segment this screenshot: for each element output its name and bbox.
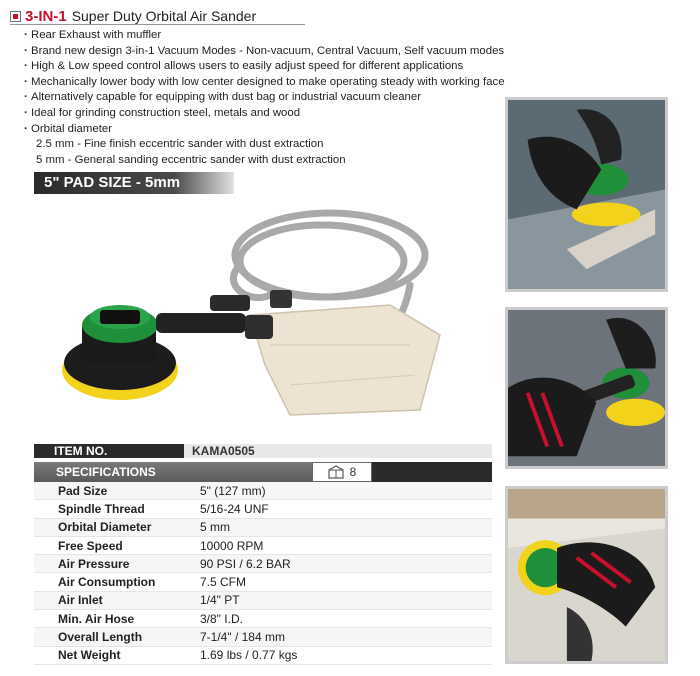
pack-quantity-value: 8 (349, 465, 357, 479)
spec-value: 1/4" PT (200, 593, 240, 608)
list-item: · Rear Exhaust with muffler (24, 28, 624, 44)
product-image (60, 195, 500, 435)
usage-photo-1 (505, 97, 668, 292)
spec-key: Orbital Diameter (58, 520, 152, 535)
page-title: Super Duty Orbital Air Sander (71, 8, 257, 24)
item-number-value: KAMA0505 (184, 444, 492, 458)
table-row (34, 592, 492, 610)
spec-key: Air Inlet (58, 593, 103, 608)
spec-header-label: SPECIFICATIONS (56, 465, 156, 479)
dust-bag (250, 305, 440, 415)
spec-value: 10000 RPM (200, 538, 264, 553)
spec-key: Spindle Thread (58, 501, 145, 516)
spec-value: 5/16-24 UNF (200, 501, 269, 516)
bullet-square-icon (10, 11, 21, 22)
title-highlight: 3-IN-1 (25, 7, 67, 25)
spec-key: Air Consumption (58, 575, 156, 590)
table-row (34, 628, 492, 646)
table-row (34, 500, 492, 518)
spec-key: Air Pressure (58, 556, 130, 571)
spec-table (34, 444, 492, 665)
table-row (34, 647, 492, 665)
spec-key: Net Weight (58, 648, 121, 663)
list-item: · High & Low speed control allows users to easily adjust speed for different applications (24, 59, 624, 75)
list-item: · Alternatively capable for equipping with dust bag or industrial vacuum cleaner (24, 90, 624, 106)
spec-value: 3/8" I.D. (200, 611, 243, 626)
spec-key: Min. Air Hose (58, 611, 135, 626)
table-row (34, 610, 492, 628)
list-item: · Orbital diameter (24, 122, 624, 138)
spec-value: 7-1/4" / 184 mm (200, 630, 285, 645)
item-number-row (34, 444, 492, 458)
spec-key: Overall Length (58, 630, 143, 645)
pad-size-banner: 5" PAD SIZE - 5mm (34, 172, 234, 194)
usage-photo-2 (505, 307, 668, 469)
table-row (34, 555, 492, 573)
table-row (34, 573, 492, 591)
spec-value: 90 PSI / 6.2 BAR (200, 556, 291, 571)
list-item: · Brand new design 3-in-1 Vacuum Modes - Non-vacuum, Central Vacuum, Self vacuum modes (24, 44, 624, 60)
header (10, 6, 256, 26)
list-item: · Ideal for grinding construction steel, metals and wood (24, 106, 624, 122)
orbital-options (36, 137, 346, 168)
pack-quantity (312, 462, 372, 482)
box-icon (328, 465, 344, 479)
item-number-label: ITEM NO. (34, 444, 184, 458)
spec-key: Free Speed (58, 538, 123, 553)
header-divider (10, 24, 305, 25)
spec-key: Pad Size (58, 483, 108, 498)
table-row (34, 482, 492, 500)
table-row (34, 537, 492, 555)
orbital-option: 5 mm - General sanding eccentric sander with dust extraction (36, 153, 346, 166)
spec-rows (34, 482, 492, 665)
table-row (34, 519, 492, 537)
spec-header (34, 462, 492, 482)
spec-value: 5 mm (200, 520, 230, 535)
usage-photo-3 (505, 486, 668, 664)
spec-header-fill (372, 462, 492, 482)
orbital-option: 2.5 mm - Fine finish eccentric sander with dust extraction (36, 138, 324, 150)
spec-value: 7.5 CFM (200, 575, 247, 590)
spec-value: 5" (127 mm) (200, 483, 266, 498)
spec-value: 1.69 lbs / 0.77 kgs (200, 648, 298, 663)
list-item: · Mechanically lower body with low center designed to make operating steady with working face (24, 75, 624, 91)
